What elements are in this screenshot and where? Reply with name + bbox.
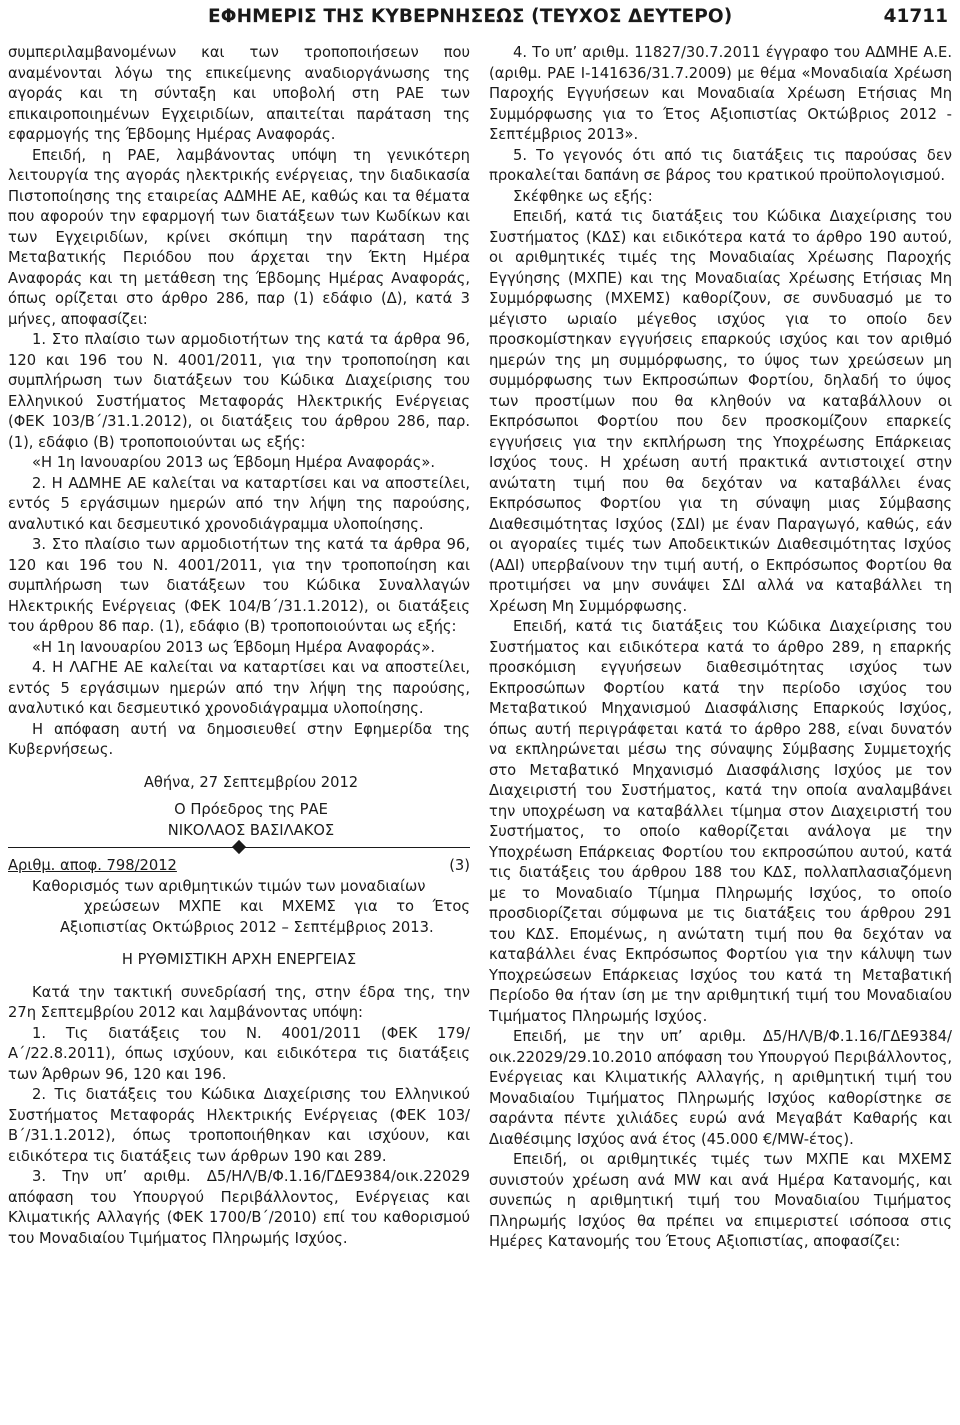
quote-paragraph: «Η 1η Ιανουαρίου 2013 ως Έβδομη Ημέρα Αναφοράς». [32, 454, 436, 471]
decision-index: (3) [449, 857, 470, 874]
decision-number: Αριθμ. αποφ. 798/2012 [8, 857, 177, 874]
paragraph: 3. Την υπ’ αριθμ. Δ5/ΗΛ/Β/Φ.1.16/ΓΔΕ9384/οικ.22029 απόφαση του Υπουργού Περιβάλλοντος, Ενέργειας και Κλιματικής Αλλαγής (ΦΕΚ 1700/Β΄/2010) επί του καθορισμού του Μοναδιαίου Τιμήματος Πληρωμής Ισχύος. [8, 1168, 470, 1247]
paragraph: Επειδή, οι αριθμητικές τιμές των ΜΧΠΕ και ΜΧΕΜΣ συνιστούν χρέωση ανά MW και ανά Ημέρα Κατανομής, και συνεπώς η αριθμητική τιμή του Μοναδιαίου Τιμήματος Πληρωμής Ισχύος θα πρέπει να επιμεριστεί ισόποσα στις Ημέρες Κατανομής του Έτους Αξιοπιστίας, αποφασίζει: [489, 1151, 952, 1250]
decision-title-continued: χρεώσεων ΜΧΠΕ και ΜΧΕΜΣ για το Έτος Αξιοπιστίας Οκτώβριος 2012 – Σεπτέμβριος 2013. [60, 898, 470, 936]
paragraph: 2. Τις διατάξεις του Κώδικα Διαχείρισης του Ελληνικού Συστήματος Μεταφοράς Ηλεκτρικής Ενέργειας (ΦΕΚ 103/Β΄/31.1.2012), όπως τροποποιήθηκαν και ισχύουν, και ειδικότερα τις διατάξεις των άρθρων 190 και 289. [8, 1086, 470, 1165]
paragraph: 2. Η ΑΔΜΗΕ ΑΕ καλείται να καταρτίσει και να αποστείλει, εντός 5 εργάσιμων ημερών από την λήψη της παρούσης, αναλυτικό και δεσμευτικό χρονοδιάγραμμα υλοποίησης. [8, 474, 470, 533]
signer-name: ΝΙΚΟΛΑΟΣ ΒΑΣΙΛΑΚΟΣ [167, 821, 335, 839]
paragraph: Επειδή, κατά τις διατάξεις του Κώδικα Διαχείρισης του Συστήματος (ΚΔΣ) και ειδικότερα κατά το άρθρο 190 αυτού, οι αριθμητικές τιμές της Μοναδιαίας Χρέωσης Παροχής Εγγύησης (ΜΧΠΕ) και της Μοναδιαίας Χρέωσης Ετήσιας Μη Συμμόρφωσης (ΜΧΕΜΣ) καθορίζουν, σε συνδυασμό με το μέγιστο ωριαίο μέγεθος ισχύος για το οποίο δεν προσκομίστηκαν εγγυήσεις επαρκούς ισχύος και τον αριθμό ημερών της μη συμμόρφωσης, το ύψος των χρεώσεων μη συμμόρφωσης των Εκπροσώπων Φορτίου, δηλαδή το ύψος των προστίμων που θα κληθούν να καταβάλλουν οι Εκπρόσωποι Φορτίου που δεν προσκομίζουν επαρκείς εγγυήσεις για την εκπλήρωση της Υποχρέωσης Επάρκειας Ισχύος τους. Η χρέωση αυτή πρακτικά αντιστοιχεί στην ανώτατη τιμή που θα δεχόταν να καταβάλλει ένας Εκπρόσωπος Φορτίου για τη σύναψη μιας Σύμβασης Διαθεσιμότητας Ισχύος (ΣΔΙ) με έναν Παραγωγό, καθώς, εάν οι αγοραίες τιμές των Αποδεικτικών Διαθεσιμότητας Ισχύος (ΑΔΙ) υπερβαίνουν την τιμή αυτή, ο Εκπρόσωπος Φορτίου θα προτιμήσει να μην συνάψει ΣΔΙ αλλά να καταβάλλει τη Χρέωση Μη Συμμόρφωσης. [489, 208, 952, 615]
paragraph: 4. Το υπ’ αριθμ. 11827/30.7.2011 έγγραφο του ΑΔΜΗΕ Α.Ε. (αριθμ. ΡΑΕ Ι-141636/31.7.2009) με θέμα «Μοναδιαία Χρέωση Παροχής Εγγυήσεων και Μοναδιαία Χρέωση Ετήσιας Μη Συμμόρφωσης για το Έτος Αξιοπιστίας Οκτώβριος 2012 - Σεπτέμβριος 2013». [489, 44, 952, 143]
place-date: Αθήνα, 27 Σεπτεμβρίου 2012 [143, 773, 359, 791]
paragraph: 1. Τις διατάξεις του Ν. 4001/2011 (ΦΕΚ 179/Α΄/22.8.2011), όπως ισχύουν, και ειδικότερα τις διατάξεις των Άρθρων 96, 120 και 196. [8, 1024, 470, 1083]
left-column [8, 43, 470, 1249]
paragraph: Κατά την τακτική συνεδρίασή της, στην έδρα της, την 27η Σεπτεμβρίου 2012 και λαμβάνοντας υπόψη: [8, 983, 470, 1021]
paragraph: Σκέφθηκε ως εξής: [513, 187, 653, 205]
paragraph: συμπεριλαμβανομένων και των τροποποιήσεων που αναμένονται λόγω της επικείμενης αναδιοργάνωσης της αγοράς και τη σύνταξη και υποβολή στη ΡΑΕ των επικαιροποιημένων Εγχειριδίων, απαιτείται παράταση της εφαρμογής της Έβδομης Ημέρας Αναφοράς. [8, 44, 470, 143]
paragraph: Επειδή, κατά τις διατάξεις του Κώδικα Διαχείρισης του Συστήματος και ειδικότερα κατά το άρθρο 289, η επαρκής προσκόμιση εγγυήσεων διαθεσιμότητας ισχύος των Εκπροσώπων Φορτίου κατά την περίοδο ισχύος του Μεταβατικού Μηχανισμού Διασφάλισης Επαρκούς Ισχύος, όπως αυτή περιγράφεται κατά το άρθρο 288, είναι δυνατόν να εκπληρώνεται μέσω της σύναψης Σύμβασης Συμμετοχής στο Μεταβατικό Μηχανισμό Διασφάλισης Ισχύος με τον Διαχειριστή του Συστήματος, κατά την οποία αναλαμβάνει την υποχρέωση να καταβάλλει τίμημα στον Διαχειριστή του Συστήματος, το οποίο καθορίζεται ανάλογα με την Υποχρέωση Επάρκειας Φορτίου του εκπροσώπου αυτού, κατά τις διατάξεις του άρθρου 188 του ΚΔΣ, πολλαπλασιαζόμενη με το Μοναδιαίο Τίμημα Πληρωμής Ισχύος, το οποίο προσδιορίζεται σύμφωνα με τις διατάξεις του άρθρου 291 του ΚΔΣ. Επομένως, η ανώτατη τιμή που θα δεχόταν να καταβάλλει ένας Εκπρόσωπος Φορτίου για την κάλυψη των Υποχρεώσεων Επάρκειας Ισχύος του κατά τη Μεταβατική Περίοδο θα ήταν ίση με την αριθμητική τιμή του Μοναδιαίου Τιμήματος Πληρωμής Ισχύος. [489, 618, 952, 1025]
gazette-title: ΕΦΗΜΕΡΙΣ ΤΗΣ ΚΥΒΕΡΝΗΣΕΩΣ (ΤΕΥΧΟΣ ΔΕΥΤΕΡΟ) [208, 6, 733, 27]
paragraph: Επειδή, με την υπ’ αριθμ. Δ5/ΗΛ/Β/Φ.1.16/ΓΔΕ9384/οικ.22029/29.10.2010 απόφαση του Υπουργού Περιβάλλοντος, Ενέργειας και Κλιματικής Αλλαγής, η αριθμητική τιμή του Μοναδιαίου Τιμήματος Πληρωμής Ισχύος καθορίστηκε σε σαράντα πέντε χιλιάδες ευρώ ανά Μεγαβάτ Καθαρής και Διαθέσιμης Ισχύος ανά έτος (45.000 €/MW-έτος). [489, 1028, 952, 1148]
quote-paragraph: «Η 1η Ιανουαρίου 2013 ως Έβδομη Ημέρα Αναφοράς». [32, 638, 436, 656]
right-column [489, 43, 952, 1253]
section-divider [8, 841, 470, 855]
decision-header [8, 856, 470, 877]
page-header [0, 0, 960, 40]
authority-heading: Η ΡΥΘΜΙΣΤΙΚΗ ΑΡΧΗ ΕΝΕΡΓΕΙΑΣ [121, 951, 357, 968]
paragraph: 4. Η ΛΑΓΗΕ ΑΕ καλείται να καταρτίσει και να αποστείλει, εντός 5 εργάσιμων ημερών από την λήψη της παρούσης, αναλυτικό και δεσμευτικό χρονοδιάγραμμα υλοποίησης. [8, 659, 470, 717]
paragraph: Η απόφαση αυτή να δημοσιευθεί στην Εφημερίδα της Κυβερνήσεως. [8, 720, 470, 758]
paragraph: 5. Το γεγονός ότι από τις διατάξεις τις παρούσας δεν προκαλείται δαπάνη σε βάρος του κρατικού προϋπολογισμού. [489, 146, 952, 184]
paragraph: 1. Στο πλαίσιο των αρμοδιοτήτων της κατά τα άρθρα 96, 120 και 196 του Ν. 4001/2011, για την τροποποίηση και συμπλήρωση των διατάξεων του Κώδικα Διαχείρισης του Ελληνικού Συστήματος Μεταφοράς Ηλεκτρικής Ενέργειας (ΦΕΚ 103/Β΄/31.1.2012), οι διατάξεις του άρθρου 286, παρ. (1), εδάφιο (Β) τροποποιούνται ως εξής: [8, 331, 470, 451]
paragraph: Επειδή, η ΡΑΕ, λαμβάνοντας υπόψη τη γενικότερη λειτουργία της αγοράς ηλεκτρικής ενέργειας, την διαδικασία Πιστοποίησης της εταιρείας ΑΔΜΗΕ ΑΕ, καθώς και τα θέματα που αφορούν την εφαρμογή των διατάξεων των Κωδίκων και των Εγχειριδίων, κρίνει σκόπιμη την παράταση της Μεταβατικής Περιόδου που άρχεται την Έκτη Ημέρα Αναφοράς και τη μετάθεση της Έβδομης Ημέρας Αναφοράς, όπως ορίζεται στο άρθρο 286, παρ (1) εδάφιο (Δ), κατά 3 μήνες, αποφασίζει: [8, 146, 470, 328]
decision-title: Καθορισμός των αριθμητικών τιμών των μοναδιαίων [32, 877, 426, 895]
page-number: 41711 [883, 6, 948, 27]
signer-role: Ο Πρόεδρος της ΡΑΕ [174, 801, 328, 818]
diamond-ornament [232, 840, 246, 854]
paragraph: 3. Στο πλαίσιο των αρμοδιοτήτων της κατά τα άρθρα 96, 120 και 196 του Ν. 4001/2011, για την τροποποίηση και συμπλήρωση των διατάξεων του Κώδικα Συναλλαγών Ηλεκτρικής Ενέργειας (ΦΕΚ 104/Β΄/31.1.2012), οι διατάξεις του άρθρου 86 παρ. (1), εδάφιο (Β) τροποποιούνται ως εξής: [8, 536, 470, 635]
